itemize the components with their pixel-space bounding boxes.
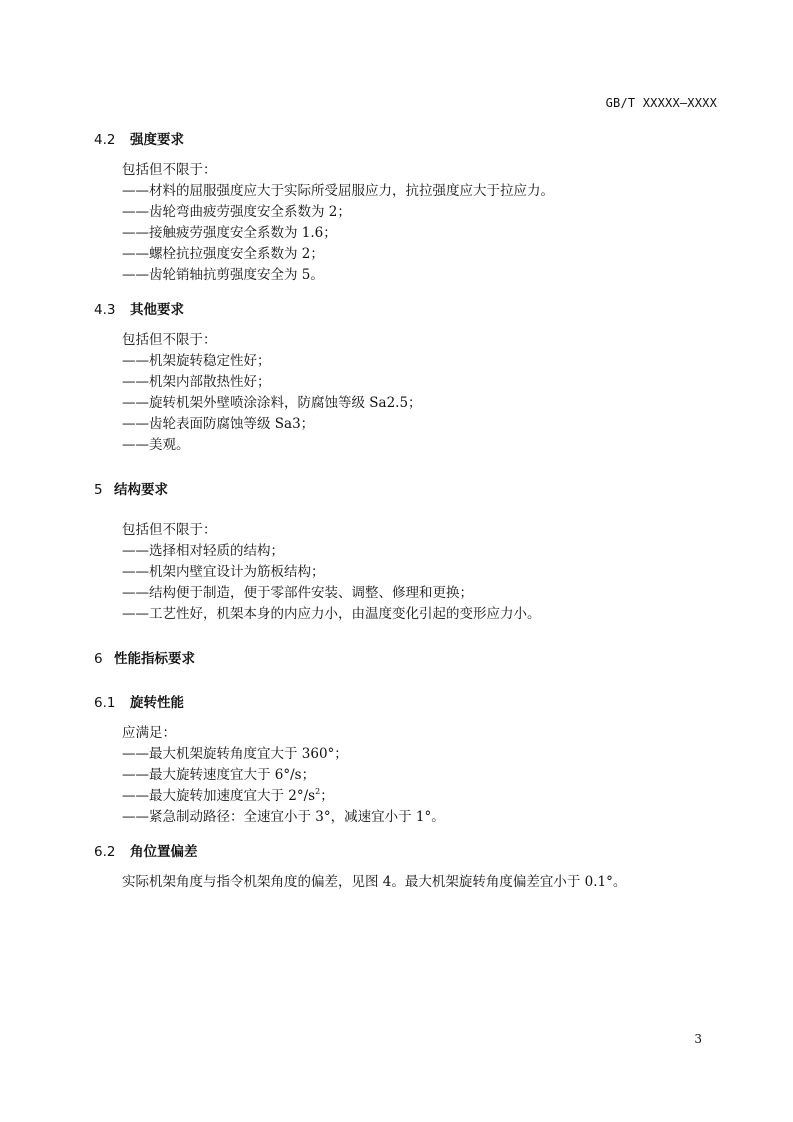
section-6	[94, 649, 714, 669]
list-item	[122, 786, 714, 807]
section-5	[94, 480, 714, 625]
list-item: ——工艺性好，机架本身的内应力小，由温度变化引起的变形应力小。	[122, 606, 541, 622]
document-code: GB/T XXXXX—XXXX	[605, 96, 717, 110]
section-6-2	[94, 842, 714, 893]
paragraph: 包括但不限于：	[122, 332, 217, 348]
list-item: ——螺栓抗拉强度安全系数为 2；	[122, 246, 324, 262]
paragraph: 应满足：	[122, 725, 176, 741]
superscript: 2	[315, 787, 321, 796]
list-item: ——最大旋转速度宜大于 6°/s；	[122, 767, 316, 783]
list-item: ——结构便于制造，便于零部件安装、调整、修理和更换；	[122, 585, 473, 601]
section-title: 旋转性能	[130, 695, 184, 711]
section-number: 4.2	[94, 132, 116, 148]
section-title: 其他要求	[130, 302, 184, 318]
section-title: 强度要求	[130, 132, 184, 148]
list-item: ——选择相对轻质的结构；	[122, 543, 284, 559]
list-item: ——机架旋转稳定性好；	[122, 353, 271, 369]
section-title: 角位置偏差	[130, 844, 198, 860]
section-heading	[94, 649, 714, 669]
list-item: ——材料的屈服强度应大于实际所受屈服应力，抗拉强度应大于拉应力。	[122, 183, 554, 199]
list-item-tail: ；	[320, 788, 334, 804]
section-title: 结构要求	[114, 482, 168, 498]
section-6-1	[94, 693, 714, 828]
list-item: ——接触疲劳强度安全系数为 1.6；	[122, 225, 337, 241]
paragraph: 包括但不限于：	[122, 162, 217, 178]
section-number: 5	[94, 482, 103, 498]
section-heading	[94, 842, 714, 862]
section-number: 6.2	[94, 844, 116, 860]
list-item: ——旋转机架外壁喷涂涂料，防腐蚀等级 Sa2.5；	[122, 395, 422, 411]
section-heading	[94, 693, 714, 713]
list-item: ——机架内壁宜设计为筋板结构；	[122, 564, 325, 580]
section-title: 性能指标要求	[114, 651, 195, 667]
page-number: 3	[694, 1032, 702, 1046]
section-heading	[94, 300, 714, 320]
list-item: ——机架内部散热性好；	[122, 374, 271, 390]
section-4-3	[94, 300, 714, 456]
section-heading	[94, 130, 714, 150]
section-number: 6	[94, 651, 103, 667]
section-number: 4.3	[94, 302, 116, 318]
list-item: ——美观。	[122, 437, 190, 453]
list-item: ——齿轮销轴抗剪强度安全为 5。	[122, 267, 324, 283]
list-item: ——齿轮表面防腐蚀等级 Sa3；	[122, 416, 315, 432]
section-heading	[94, 480, 714, 500]
section-4-2	[94, 130, 714, 286]
section-number: 6.1	[94, 695, 116, 711]
document-body	[94, 130, 714, 907]
list-item-text: ——最大旋转加速度宜大于 2°/s	[122, 788, 316, 804]
list-item: ——齿轮弯曲疲劳强度安全系数为 2；	[122, 204, 351, 220]
paragraph: 实际机架角度与指令机架角度的偏差，见图 4。最大机架旋转角度偏差宜小于 0.1°。	[122, 874, 627, 890]
list-item: ——紧急制动路径：全速宜小于 3°，减速宜小于 1°。	[122, 809, 445, 825]
list-item: ——最大机架旋转角度宜大于 360°；	[122, 746, 348, 762]
paragraph: 包括但不限于：	[122, 522, 217, 538]
